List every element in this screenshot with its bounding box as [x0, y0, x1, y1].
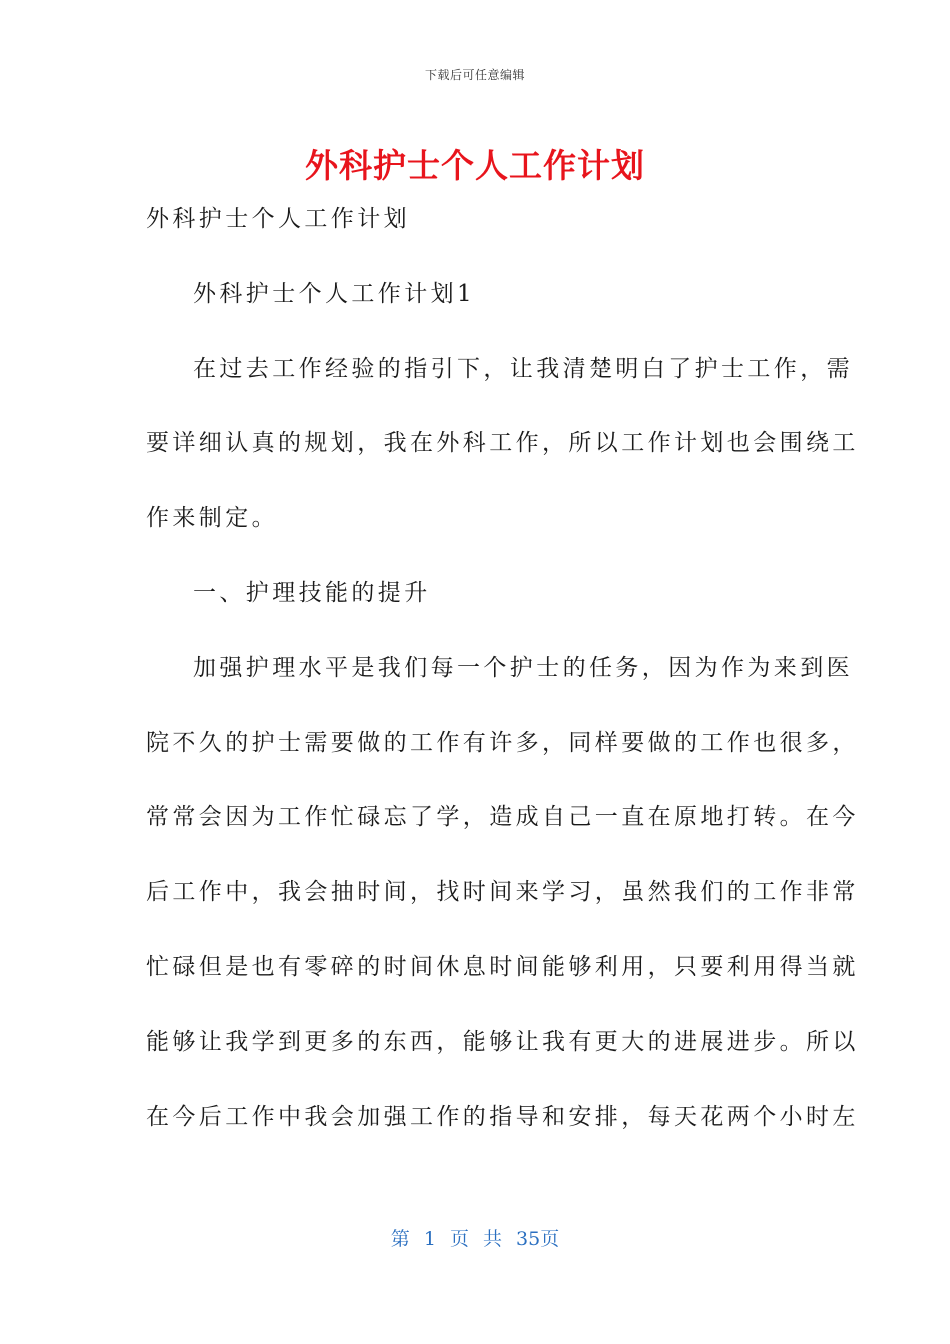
document-body [146, 194, 859, 1166]
body-line: 外科护士个人工作计划 [146, 206, 410, 232]
paragraph-line: 加强护理水平是我们每一个护士的任务，因为作为来到医 [193, 654, 853, 681]
paragraph-line: 能够让我学到更多的东西，能够让我有更大的进展进步。所以 [146, 1028, 859, 1055]
paragraph-line: 在过去工作经验的指引下，让我清楚明白了护士工作，需 [193, 355, 853, 382]
subsection-heading: 一、护理技能的提升 [193, 579, 431, 606]
paragraph-line: 后工作中，我会抽时间，找时间来学习，虽然我们的工作非常 [146, 879, 859, 906]
header-note: 下载后可任意编辑 [424, 68, 525, 82]
section-heading: 外科护士个人工作计划1 [193, 280, 476, 307]
paragraph-line: 作来制定。 [146, 505, 278, 532]
paragraph-line: 要详细认真的规划，我在外科工作，所以工作计划也会围绕工 [146, 430, 859, 457]
paragraph-line: 常常会因为工作忙碌忘了学，造成自己一直在原地打转。在今 [146, 804, 859, 831]
paragraph-line: 在今后工作中我会加强工作的指导和安排，每天花两个小时左 [146, 1103, 859, 1130]
document-title: 外科护士个人工作计划 [305, 146, 645, 185]
paragraph-line: 院不久的护士需要做的工作有许多，同样要做的工作也很多， [146, 729, 859, 756]
page-footer: 第 1 页 共 35页 [390, 1228, 560, 1250]
paragraph-line: 忙碌但是也有零碎的时间休息时间能够利用，只要利用得当就 [146, 953, 859, 980]
